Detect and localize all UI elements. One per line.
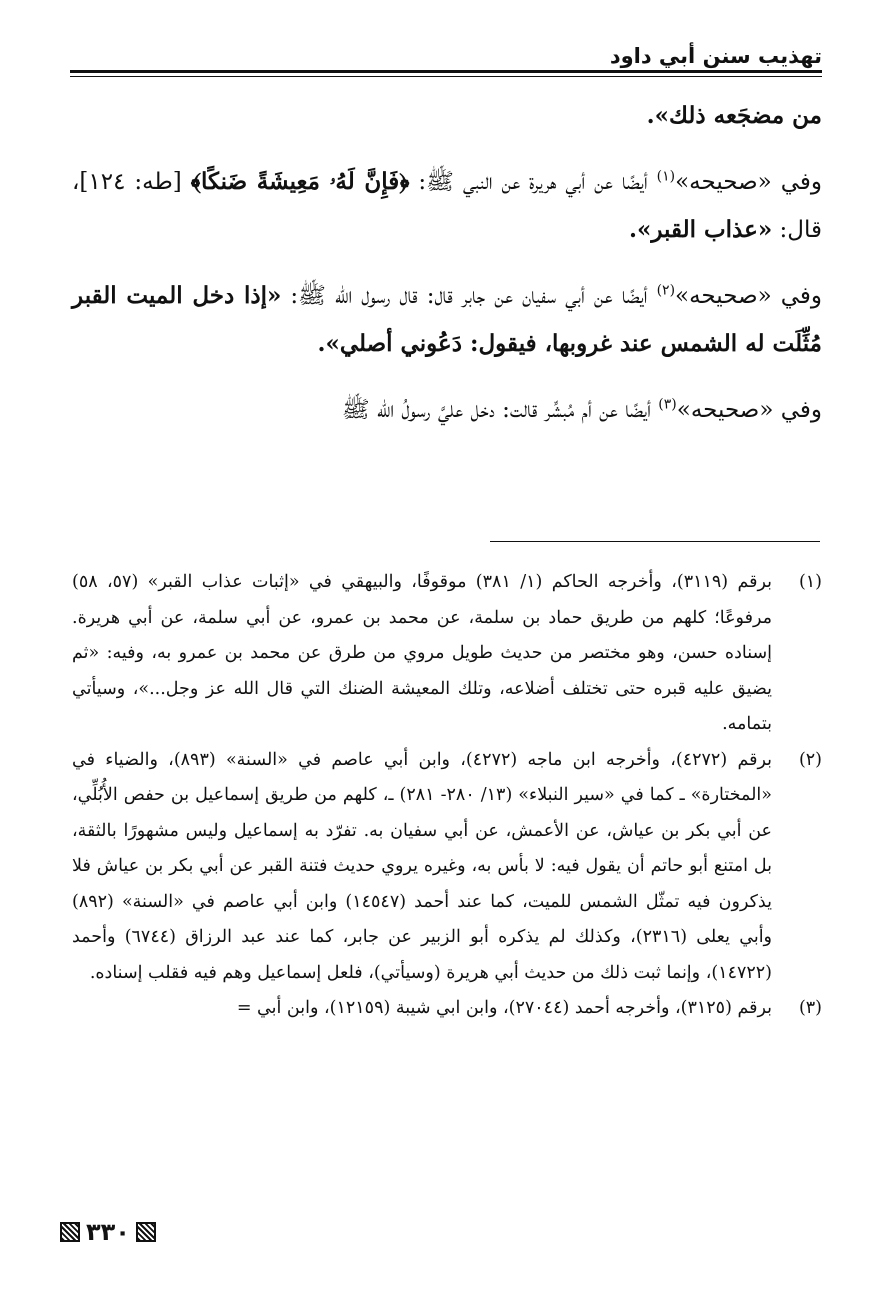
- p3-body: أيضًا عن أم مُبشِّر قالت: دخل عليَّ رسولُ الله ﷺ: [341, 397, 659, 423]
- running-header: تهذيب سنن أبي داود: [609, 44, 822, 68]
- paragraph-2: [72, 272, 822, 368]
- footnote-ref-3: (٣): [658, 396, 677, 413]
- p3-intro: وفي «صحيحه»: [676, 397, 822, 423]
- paragraph-1: [72, 158, 822, 254]
- p1-citation: [طه: ١٢٤]، قال:: [72, 169, 822, 243]
- footnote-3: [72, 991, 822, 1027]
- ornament-icon: [60, 1222, 80, 1242]
- page-folio: [60, 1218, 156, 1246]
- footnotes: [72, 565, 822, 1027]
- p1-intro: وفي «صحيحه»: [675, 169, 822, 195]
- footnote-number: (٣): [798, 998, 822, 1018]
- main-text: [72, 92, 822, 452]
- paragraph-3: [72, 386, 822, 434]
- footnote-1: [72, 565, 822, 743]
- hadith-quote: «إذا دخل الميت القبر مُثِّلَت له الشمس عند غروبها، فيقول: دَعُوني أصلي».: [72, 282, 822, 357]
- footnote-text: برقم (٣١١٩)، وأخرجه الحاكم (١/ ٣٨١) موقوفًا، والبيهقي في «إثبات عذاب القبر» (٥٧، ٥٨) مرفوعًا؛ كلهم من طريق حماد بن سلمة، عن محمد بن عمرو، عن أبي سلمة، عن أبي هريرة. إسناده حسن، وهو مختصر من حديث طويل مروي من طرق عن محمد بن عمرو به، وفيه: «ثم يضيق عليه قبره حتى تختلف أضلاعه، وتلك المعيشة الضنك التي قال الله عز وجل...»، وسيأتي بتمامه.: [72, 572, 773, 734]
- p1-body: أيضًا عن أبي هريرة عن النبي ﷺ:: [409, 169, 657, 195]
- footnote-ref-1: (١): [656, 168, 676, 185]
- footnote-ref-2: (٢): [656, 282, 676, 299]
- page-number: ٣٣٠: [86, 1218, 130, 1246]
- ornament-icon: [136, 1222, 156, 1242]
- footnote-number: (٢): [798, 749, 822, 770]
- header-rule-thin: [70, 76, 822, 77]
- footnote-number: (١): [798, 572, 822, 592]
- paragraph-continuation: من مضجَعه ذلك».: [646, 102, 822, 129]
- header-rule: [70, 70, 822, 73]
- quran-verse: ﴿فَإِنَّ لَهُۥ مَعِيشَةً ضَنكًا﴾: [190, 168, 410, 195]
- footnote-2: [72, 743, 822, 992]
- footnote-text: برقم (٣١٢٥)، وأخرجه أحمد (٢٧٠٤٤)، وابن ابي شيبة (١٢١٥٩)، وابن أبي =: [236, 998, 772, 1018]
- p1-quote: «عذاب القبر».: [628, 216, 773, 243]
- footnote-separator: [490, 541, 820, 542]
- p2-intro: وفي «صحيحه»: [675, 283, 822, 309]
- p2-body: أيضًا عن أبي سفيان عن جابر قال: قال رسول الله ﷺ:: [281, 283, 657, 309]
- footnote-text: برقم (٤٢٧٢)، وأخرجه ابن ماجه (٤٢٧٢)، وابن أبي عاصم في «السنة» (٨٩٣)، والضياء في «المختارة» ـ كما في «سير النبلاء» (١٣/ ٢٨٠- ٢٨١) ـ، كلهم من طريق إسماعيل بن حفص الأُبُلِّي، عن أبي بكر بن عياش، عن الأعمش، عن أبي سفيان به. تفرّد به إسماعيل وليس مشهورًا بالثقة، بل امتنع أبو حاتم أن يقول فيه: لا بأس به، وغيره يروي حديث فتنة القبر عن أبي بكر بن عياش فلا يذكرون فيه تمثّل الشمس للميت، كما عند أحمد (١٤٥٤٧) وابن أبي عاصم في «السنة» (٨٩٢) وأبي يعلى (٢٣١٦)، وكذلك لم يذكره أبو الزبير عن جابر، كما عند عبد الرزاق (٦٧٤٤) وأحمد (١٤٧٢٢)، وإنما ثبت ذلك من حديث أبي هريرة (وسيأتي)، فلعل إسماعيل وهم فيه فقلب إسناده.: [72, 749, 773, 983]
